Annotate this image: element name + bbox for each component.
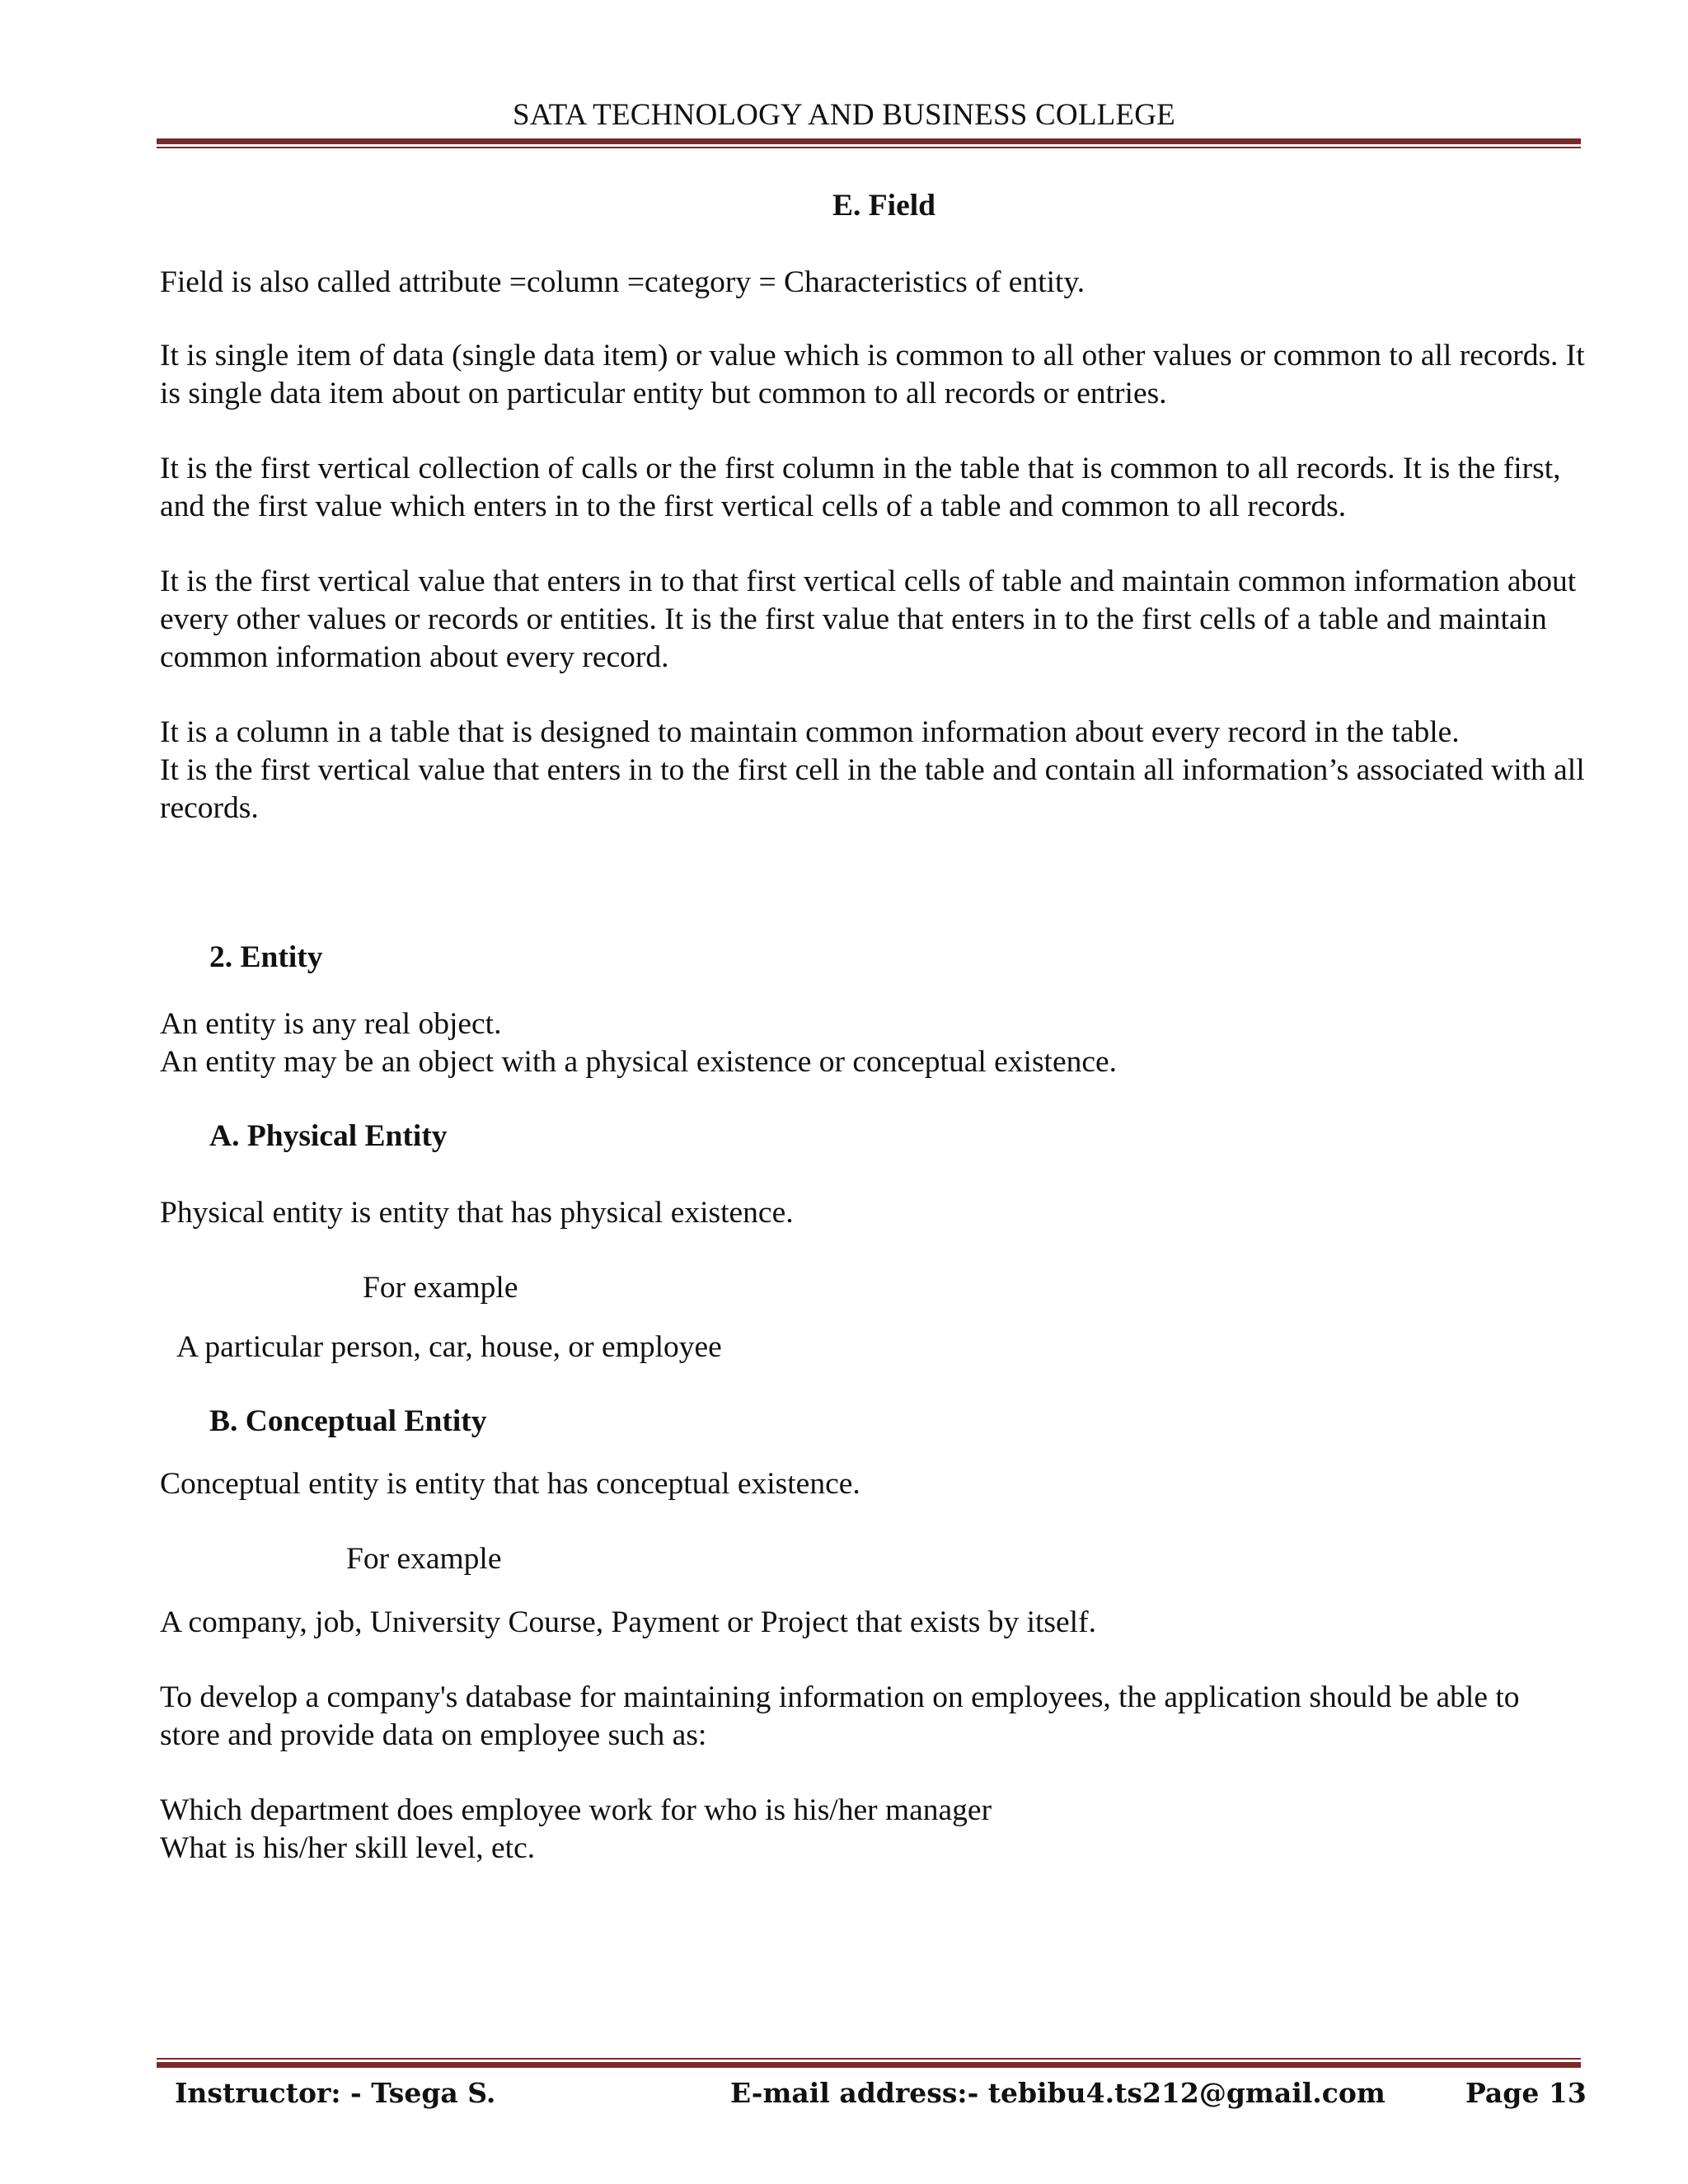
section-heading-field: E. Field (832, 189, 936, 223)
page-header-title: SATA TECHNOLOGY AND BUSINESS COLLEGE (513, 98, 1175, 132)
field-paragraph-4: It is the first vertical value that enters in to that first vertical cells of table and maintain common information about every other values or records or entities. It is the first value that enters in to the first cells of a table and maintain common information about every record. (160, 565, 1577, 674)
header-rule-thin (157, 147, 1581, 148)
subheading-physical-entity: A. Physical Entity (209, 1119, 448, 1153)
database-paragraph: To develop a company's database for maintaining information on employees, the application should be able to store and provide data on employee such as: (160, 1680, 1520, 1752)
subheading-conceptual-entity: B. Conceptual Entity (209, 1404, 487, 1438)
section-heading-entity: 2. Entity (209, 940, 323, 974)
physical-example-label: For example (363, 1271, 518, 1305)
field-paragraph-5-rest: It is the first vertical value that enters in to the first cell in the table and contain all information’s associated with all records. (160, 753, 1585, 825)
header-rule-thick (157, 138, 1581, 144)
entity-line-1: An entity is any real object. (160, 1007, 502, 1041)
conceptual-example-label: For example (346, 1542, 502, 1576)
employee-question-2: What is his/her skill level, etc. (160, 1831, 536, 1865)
field-paragraph-3: It is the first vertical collection of calls or the first column in the table that is common to all records. It is the first, and the first value which enters in to the first vertical cells of a table and common to all records. (160, 452, 1561, 523)
footer-email: E-mail address:- tebibu4.ts212@gmail.com (730, 2077, 1386, 2109)
field-paragraph-2: It is single item of data (single data item) or value which is common to all other values or common to all records. It is single data item about on particular entity but common to all records or entries. (160, 339, 1585, 410)
footer-rule-thick (157, 2062, 1581, 2068)
footer-rule-thin (157, 2058, 1581, 2060)
field-paragraph-5-line-1: It is a column in a table that is designed to maintain common information about every record in the table. (160, 715, 1460, 749)
conceptual-example-text: A company, job, University Course, Payment or Project that exists by itself. (160, 1605, 1096, 1639)
conceptual-entity-definition: Conceptual entity is entity that has conceptual existence. (160, 1467, 860, 1501)
physical-entity-definition: Physical entity is entity that has physical existence. (160, 1196, 794, 1230)
employee-question-1: Which department does employee work for who is his/her manager (160, 1793, 992, 1827)
entity-line-2: An entity may be an object with a physical existence or conceptual existence. (160, 1045, 1118, 1079)
footer-page-number: Page 13 (1465, 2077, 1587, 2109)
physical-example-text: A particular person, car, house, or employee (176, 1330, 722, 1364)
field-paragraph-1: Field is also called attribute =column =category = Characteristics of entity. (160, 265, 1085, 299)
footer-instructor: Instructor: - Tsega S. (175, 2077, 496, 2109)
